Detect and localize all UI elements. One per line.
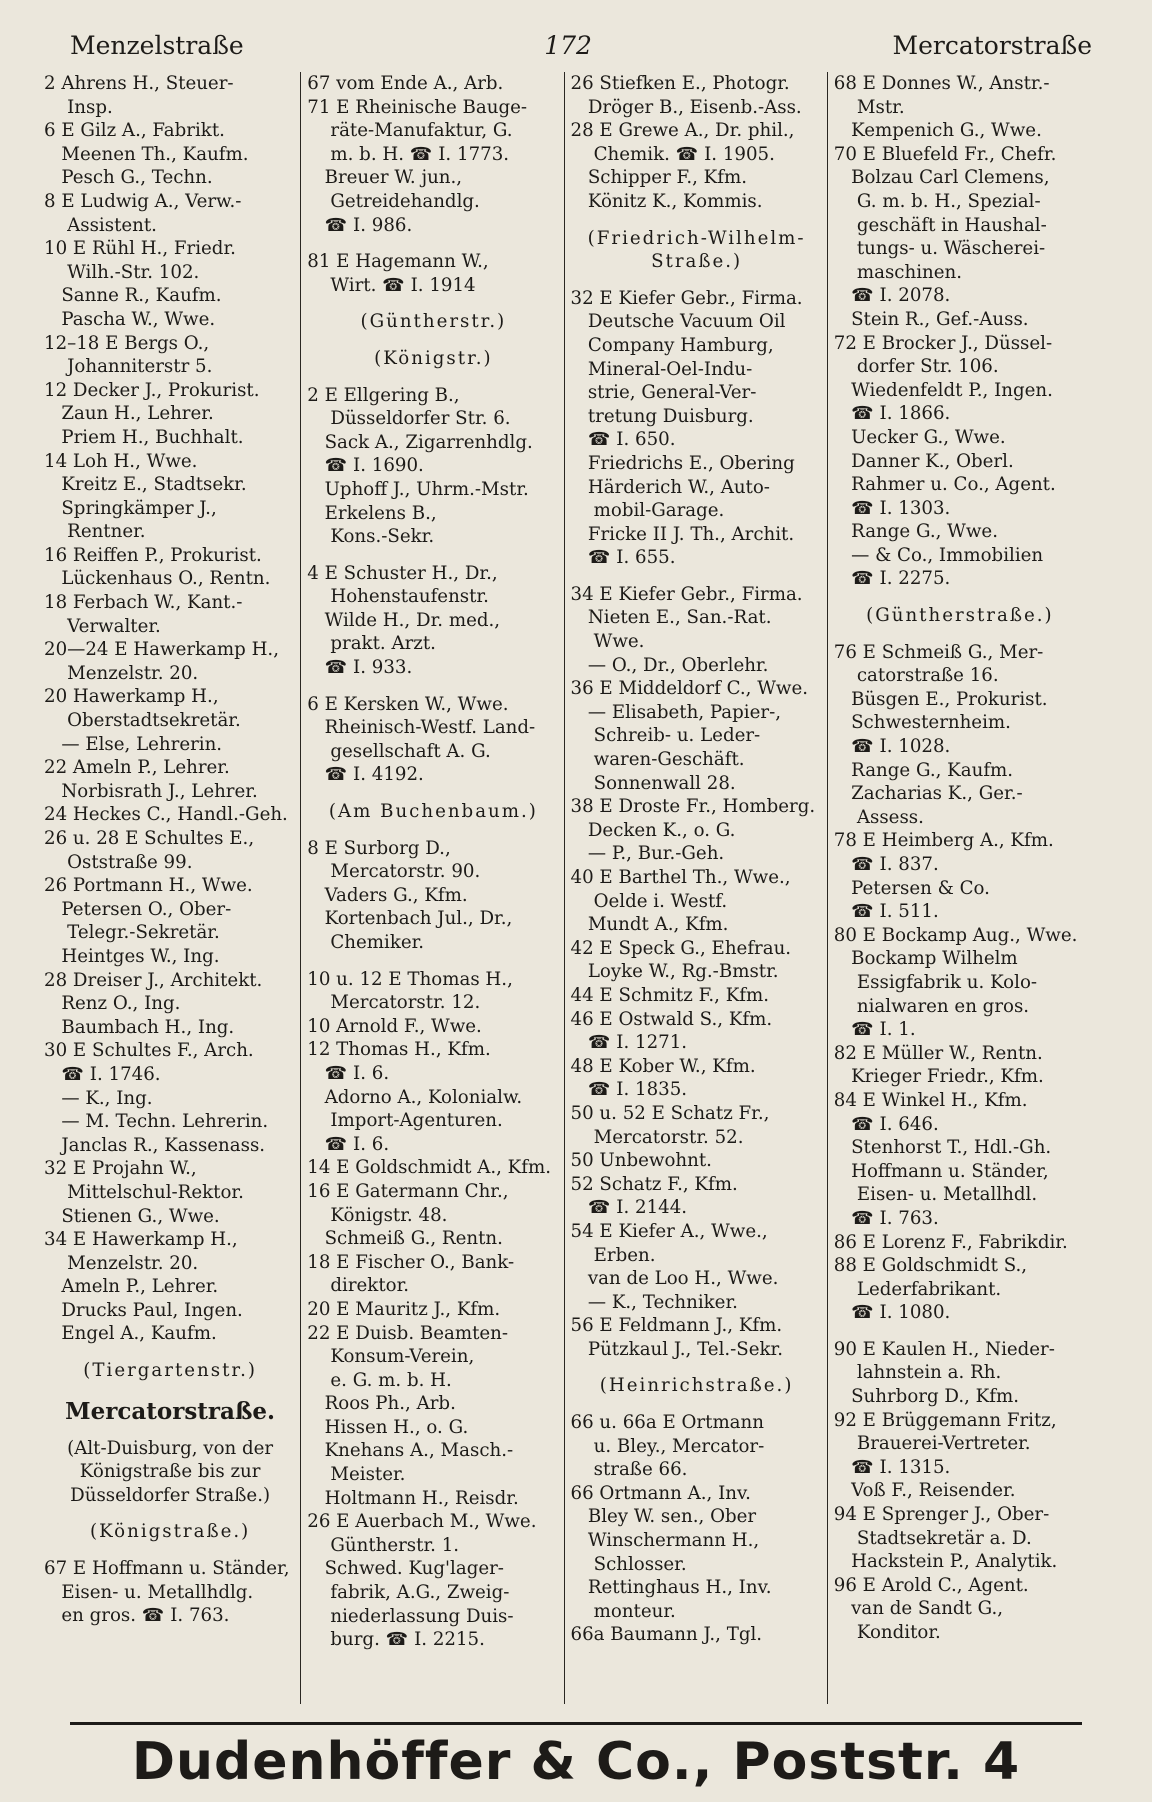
page-header <box>70 22 1092 68</box>
directory-entry: Breuer W. jun., <box>307 167 463 189</box>
column-2 <box>301 72 564 1704</box>
directory-entry: Mittelschul-Rektor. <box>44 1181 244 1203</box>
directory-entry: 26 Portmann H., Wwe. <box>44 875 253 897</box>
directory-entry: 22 E Duisb. Beamten- <box>307 1322 509 1344</box>
cross-street-label: 32 E Kiefer Gebr., Firma. <box>570 287 803 309</box>
directory-entry: Petersen O., Ober- <box>44 898 232 920</box>
directory-entry: 12 Decker J., Prokurist. <box>44 379 260 401</box>
directory-entry: Janclas R., Kassenass. <box>44 1134 266 1156</box>
directory-entry: Winschermann H., <box>570 1530 760 1552</box>
directory-entry: 28 E Grewe A., Dr. phil., <box>570 120 795 142</box>
directory-entry: Dröger B., Eisenb.-Ass. <box>570 96 802 118</box>
directory-entry: 84 E Winkel H., Kfm. <box>833 1089 1028 1111</box>
directory-entry: Mercatorstr. 12. <box>307 992 481 1014</box>
directory-entry: — P., Bur.-Geh. <box>570 843 725 865</box>
directory-entry: 50 u. 52 E Schatz Fr., <box>570 1102 770 1124</box>
directory-entry: waren-Geschäft. <box>570 749 745 771</box>
directory-entry: 54 E Kiefer A., Wwe., <box>570 1220 768 1242</box>
directory-entry: Oststraße 99. <box>44 851 193 873</box>
directory-entry: 52 Schatz F., Kfm. <box>570 1173 738 1195</box>
footer-divider <box>70 1722 1082 1725</box>
column-3 <box>565 72 828 1704</box>
directory-entry: u. Bley., Mercator- <box>570 1435 765 1457</box>
directory-entry: 2 Ahrens H., Steuer- <box>44 73 234 94</box>
directory-entry: Düsseldorfer Str. 6. <box>307 408 511 430</box>
directory-entry: Springkämper J., <box>44 497 217 519</box>
directory-entry: 88 E Goldschmidt S., <box>833 1255 1028 1277</box>
directory-entry: Eisen- u. Metallhdlg. <box>44 1581 254 1603</box>
directory-entry: Import-Agenturen. <box>307 1110 503 1132</box>
directory-entry: Danner K., Oberl. <box>833 450 1014 472</box>
directory-entry: ☎ I. 837. <box>833 854 939 875</box>
cross-street-label: 10 u. 12 E Thomas H., <box>307 968 513 990</box>
directory-entry: Drucks Paul, Ingen. <box>44 1299 243 1321</box>
cross-street-label: 81 E Hagemann W., <box>307 251 489 273</box>
directory-entry: van de Loo H., Wwe. <box>570 1268 779 1290</box>
directory-entry: Schwesternheim. <box>833 712 1011 734</box>
directory-entry: Mundt A., Kfm. <box>570 914 729 936</box>
directory-entry: Holtmann H., Reisdr. <box>307 1487 519 1509</box>
directory-entry: 44 E Schmitz F., Kfm. <box>570 984 770 1006</box>
directory-entry: ☎ I. 1746. <box>44 1063 161 1085</box>
directory-entry: Chemik. ☎ I. 1905. <box>570 143 775 165</box>
directory-entry: van de Sandt G., <box>833 1598 1004 1620</box>
directory-entry: ☎ I. 1835. <box>570 1079 688 1101</box>
directory-entry: 40 E Barthel Th., Wwe., <box>570 867 791 888</box>
directory-entry: Mstr. <box>833 96 905 118</box>
directory-columns <box>38 72 1090 1704</box>
directory-entry: ☎ I. 1315. <box>833 1456 951 1478</box>
directory-entry: 14 Loh H., Wwe. <box>44 450 198 472</box>
directory-entry: Könitz K., Kommis. <box>570 190 763 212</box>
directory-entry: 16 E Gatermann Chr., <box>307 1180 509 1202</box>
directory-entry: 66 Ortmann A., Inv. <box>570 1482 751 1504</box>
directory-entry: ☎ I. 1690. <box>307 455 424 477</box>
directory-entry: ☎ I. 6. <box>307 1133 390 1155</box>
directory-entry: ☎ I. 2078. <box>833 285 951 307</box>
directory-entry: maschinen. <box>833 261 962 283</box>
street-description: Königstraße bis zur <box>79 1461 261 1483</box>
cross-street-label: 8 E Surborg D., <box>307 837 451 859</box>
directory-entry: niederlassung Duis- <box>307 1605 514 1627</box>
cross-street-label: 34 E Kiefer Gebr., Firma. <box>570 583 803 605</box>
directory-entry: 12–18 E Bergs O., <box>44 332 210 354</box>
directory-entry: Wwe. <box>570 631 645 653</box>
directory-entry: 32 E Projahn W., <box>44 1158 197 1180</box>
directory-entry: Wiedenfeldt P., Ingen. <box>833 379 1053 401</box>
directory-entry: straße 66. <box>570 1459 688 1481</box>
directory-entry: ☎ I. 2144. <box>570 1197 688 1219</box>
directory-entry: strie, General-Ver- <box>570 382 757 404</box>
page-number: 172 <box>544 30 592 60</box>
directory-entry: 6 E Gilz A., Fabrikt. <box>44 120 225 142</box>
directory-entry: Suhrborg D., Kfm. <box>833 1386 1020 1408</box>
directory-entry: Konditor. <box>833 1622 941 1643</box>
directory-entry: Chemiker. <box>307 932 425 953</box>
directory-entry: Hissen H., o. G. <box>307 1416 469 1438</box>
directory-entry: Sonnenwall 28. <box>570 772 736 794</box>
directory-entry: 72 E Brocker J., Düssel- <box>833 332 1053 354</box>
directory-entry: 10 E Rühl H., Friedr. <box>44 238 236 260</box>
directory-entry: 70 E Bluefeld Fr., Chefr. <box>833 143 1057 165</box>
directory-entry: Johanniterstr 5. <box>44 356 213 378</box>
directory-entry: Rentner. <box>44 521 146 543</box>
directory-entry: 96 E Arold C., Agent. <box>833 1574 1029 1596</box>
directory-entry: Kons.-Sekr. <box>307 526 435 548</box>
directory-entry: Oberstadtsekretär. <box>44 710 241 732</box>
column-4 <box>828 72 1090 1704</box>
directory-entry: Bolzau Carl Clemens, <box>833 167 1050 189</box>
street-heading: Mercatorstraße. <box>65 1397 276 1425</box>
cross-street-label: (Friedrich-Wilhelm- <box>587 227 806 249</box>
directory-entry: Erkelens B., <box>307 502 437 524</box>
directory-entry: Lederfabrikant. <box>833 1278 1002 1300</box>
directory-entry: 20 E Mauritz J., Kfm. <box>307 1298 501 1320</box>
directory-entry: 48 E Kober W., Kfm. <box>570 1055 756 1077</box>
directory-entry: 80 E Bockamp Aug., Wwe. <box>833 924 1078 946</box>
directory-entry: 94 E Sprenger J., Ober- <box>833 1504 1050 1526</box>
directory-entry: Stein R., Gef.-Auss. <box>833 308 1029 330</box>
directory-entry: 26 u. 28 E Schultes E., <box>44 828 255 849</box>
directory-entry: Königstr. 48. <box>307 1204 448 1226</box>
directory-entry: Hoffmann u. Ständer, <box>833 1160 1049 1182</box>
directory-entry: Stenhorst T., Hdl.-Gh. <box>833 1137 1052 1159</box>
directory-entry: Brauerei-Vertreter. <box>833 1433 1031 1455</box>
directory-entry: 36 E Middeldorf C., Wwe. <box>570 678 809 700</box>
street-description: Düsseldorfer Straße.) <box>70 1484 271 1506</box>
directory-entry: Hackstein P., Analytik. <box>833 1551 1058 1573</box>
directory-entry: Nieten E., San.-Rat. <box>570 607 772 629</box>
cross-street-label: 2 E Ellgering B., <box>307 384 460 406</box>
directory-entry: — Elisabeth, Papier-, <box>570 701 781 723</box>
directory-entry: Büsgen E., Prokurist. <box>833 688 1048 710</box>
directory-entry: Loyke W., Rg.-Bmstr. <box>570 961 779 983</box>
directory-entry: — & Co., Immobilien <box>833 544 1044 566</box>
directory-entry: 26 Stiefken E., Photogr. <box>570 73 790 94</box>
directory-entry: Engel A., Kaufm. <box>44 1323 217 1345</box>
footer-advertisement: Dudenhöffer & Co., Poststr. 4 <box>131 1732 1021 1792</box>
directory-entry: Stadtsekretär a. D. <box>833 1527 1032 1549</box>
directory-entry: Getreidehandlg. <box>307 190 480 212</box>
cross-street-label: (Königstr.) <box>374 347 493 369</box>
directory-entry: — Else, Lehrerin. <box>44 733 223 755</box>
directory-entry: 46 E Ostwald S., Kfm. <box>570 1008 773 1030</box>
directory-entry: Rettinghaus H., Inv. <box>570 1577 772 1599</box>
cross-street-label: 90 E Kaulen H., Nieder- <box>833 1338 1055 1360</box>
directory-entry: fabrik, A.G., Zweig- <box>307 1582 510 1604</box>
directory-entry: lahnstein a. Rh. <box>833 1362 1002 1384</box>
directory-entry: ☎ I. 1028. <box>833 736 951 758</box>
directory-entry: ☎ I. 933. <box>307 657 413 679</box>
directory-entry: Baumbach H., Ing. <box>44 1016 235 1038</box>
directory-entry: Fricke II J. Th., Archit. <box>570 523 795 545</box>
directory-entry: 78 E Heimberg A., Kfm. <box>833 830 1054 852</box>
directory-entry: 26 E Auerbach M., Wwe. <box>307 1511 537 1533</box>
directory-entry: ☎ I. 763. <box>833 1207 939 1229</box>
directory-entry: burg. ☎ I. 2215. <box>307 1629 485 1651</box>
header-left-street: Menzelstraße <box>70 30 244 60</box>
directory-entry: ☎ I. 1866. <box>833 403 951 425</box>
directory-entry: e. G. m. b. H. <box>307 1369 452 1391</box>
directory-entry: Oelde i. Westf. <box>570 890 728 912</box>
directory-entry: Schlosser. <box>570 1553 687 1575</box>
directory-entry: 38 E Droste Fr., Homberg. <box>570 796 816 818</box>
directory-entry: dorfer Str. 106. <box>833 356 999 378</box>
directory-entry: Schwed. Kug'lager- <box>307 1558 504 1580</box>
directory-entry: direktor. <box>307 1275 410 1297</box>
cross-street-label: 67 E Hoffmann u. Ständer, <box>44 1558 290 1580</box>
directory-entry: Mercatorstr. 52. <box>570 1126 744 1148</box>
directory-entry: Essigfabrik u. Kolo- <box>833 971 1038 993</box>
directory-entry: Telegr.-Sekretär. <box>44 922 220 944</box>
directory-entry: ☎ I. 1271. <box>570 1032 688 1054</box>
directory-entry: Knehans A., Masch.- <box>307 1440 514 1462</box>
directory-entry: Mercatorstr. 90. <box>307 861 481 883</box>
directory-entry: Norbisrath J., Lehrer. <box>44 780 258 802</box>
directory-entry: Pützkaul J., Tel.-Sekr. <box>570 1338 784 1360</box>
directory-entry: Sack A., Zigarrenhdlg. <box>307 431 533 453</box>
directory-entry: G. m. b. H., Spezial- <box>833 190 1041 212</box>
directory-entry: Menzelstr. 20. <box>44 662 199 684</box>
directory-entry: gesellschaft A. G. <box>307 740 491 762</box>
directory-entry: Renz O., Ing. <box>44 993 181 1015</box>
directory-entry: 18 Ferbach W., Kant.- <box>44 592 243 614</box>
directory-entry: — M. Techn. Lehrerin. <box>44 1111 269 1133</box>
directory-entry: Friedrichs E., Obering <box>570 452 795 474</box>
directory-entry: Lückenhaus O., Rentn. <box>44 568 271 590</box>
directory-entry: ☎ I. 650. <box>570 429 676 451</box>
directory-entry: en gros. ☎ I. 763. <box>44 1605 230 1627</box>
directory-entry: Company Hamburg, <box>570 334 774 356</box>
directory-entry: Range G., Kaufm. <box>833 759 1014 781</box>
directory-entry: — K., Techniker. <box>570 1291 738 1313</box>
directory-entry: Deutsche Vacuum Oil <box>570 311 786 333</box>
directory-entry: 82 E Müller W., Rentn. <box>833 1042 1043 1064</box>
cross-street-label: 6 E Kersken W., Wwe. <box>307 693 509 715</box>
directory-entry: Schreib- u. Leder- <box>570 725 761 747</box>
cross-street-label: 4 E Schuster H., Dr., <box>307 562 498 584</box>
directory-entry: 68 E Donnes W., Anstr.- <box>833 73 1050 94</box>
directory-entry: 14 E Goldschmidt A., Kfm. <box>307 1157 552 1179</box>
directory-entry: 66a Baumann J., Tgl. <box>570 1624 763 1646</box>
directory-entry: ☎ I. 2275. <box>833 568 951 590</box>
directory-entry: nialwaren en gros. <box>833 995 1030 1017</box>
directory-entry: — K., Ing. <box>44 1087 153 1109</box>
cross-street-label: (Güntherstraße.) <box>866 605 1054 627</box>
directory-entry: Roos Ph., Arb. <box>307 1393 456 1415</box>
directory-entry: mobil-Garage. <box>570 500 725 522</box>
column-1 <box>38 72 301 1704</box>
directory-entry: 28 Dreiser J., Architekt. <box>44 969 263 991</box>
directory-entry: ☎ I. 511. <box>833 901 939 923</box>
directory-entry: Assistent. <box>44 214 157 236</box>
directory-entry: Güntherstr. 1. <box>307 1534 460 1556</box>
directory-entry: Schmeiß G., Rentn. <box>307 1228 503 1250</box>
directory-entry: Pesch G., Techn. <box>44 167 213 189</box>
cross-street-label: (Tiergartenstr.) <box>83 1360 257 1382</box>
directory-entry: räte-Manufaktur, G. <box>307 120 513 142</box>
directory-entry: Heintges W., Ing. <box>44 945 220 967</box>
directory-entry: Vaders G., Kfm. <box>307 884 468 906</box>
directory-entry: 16 Reiffen P., Prokurist. <box>44 544 262 566</box>
directory-entry: 22 Ameln P., Lehrer. <box>44 757 230 779</box>
directory-entry: m. b. H. ☎ I. 1773. <box>307 143 510 165</box>
cross-street-label: Straße.) <box>651 251 743 273</box>
directory-entry: ☎ I. 986. <box>307 214 413 236</box>
directory-entry: 71 E Rheinische Bauge- <box>307 96 528 118</box>
directory-entry: 10 Arnold F., Wwe. <box>307 1015 482 1037</box>
directory-entry: ☎ I. 1080. <box>833 1302 951 1324</box>
directory-entry: Erben. <box>570 1244 656 1266</box>
directory-entry: 56 E Feldmann J., Kfm. <box>570 1315 783 1337</box>
directory-entry: ☎ I. 1. <box>833 1019 916 1041</box>
directory-entry: Insp. <box>44 96 113 118</box>
directory-entry: 67 vom Ende A., Arb. <box>307 73 504 94</box>
directory-entry: Wilde H., Dr. med., <box>307 609 501 631</box>
directory-entry: Rahmer u. Co., Agent. <box>833 474 1056 496</box>
directory-entry: tungs- u. Wäscherei- <box>833 238 1046 260</box>
directory-entry: tretung Duisburg. <box>570 405 754 427</box>
directory-entry: prakt. Arzt. <box>307 633 436 655</box>
directory-entry: ☎ I. 1303. <box>833 497 951 519</box>
directory-entry: Meenen Th., Kaufm. <box>44 143 249 165</box>
directory-entry: Decken K., o. G. <box>570 819 736 841</box>
directory-entry: Hohenstaufenstr. <box>307 586 489 608</box>
cross-street-label: (Königstraße.) <box>89 1521 251 1543</box>
directory-entry: 50 Unbewohnt. <box>570 1150 712 1172</box>
directory-entry: Rheinisch-Westf. Land- <box>307 717 536 739</box>
directory-entry: Kreitz E., Stadtsekr. <box>44 474 247 496</box>
cross-street-label: 66 u. 66a E Ortmann <box>570 1412 764 1434</box>
street-description: (Alt-Duisburg, von der <box>67 1437 274 1459</box>
directory-entry: Priem H., Buchhalt. <box>44 426 244 448</box>
directory-entry: Mineral-Oel-Indu- <box>570 358 753 380</box>
directory-entry: Kortenbach Jul., Dr., <box>307 908 513 930</box>
directory-entry: 18 E Fischer O., Bank- <box>307 1251 515 1273</box>
directory-entry: ☎ I. 4192. <box>307 764 424 786</box>
directory-entry: 8 E Ludwig A., Verw.- <box>44 190 242 212</box>
directory-entry: 30 E Schultes F., Arch. <box>44 1040 254 1062</box>
directory-entry: 20—24 E Hawerkamp H., <box>44 639 279 661</box>
cross-street-label: 76 E Schmeiß G., Mer- <box>833 641 1044 663</box>
directory-entry: Petersen & Co. <box>833 877 990 899</box>
directory-entry: geschäft in Haushal- <box>833 214 1047 236</box>
directory-entry: Ameln P., Lehrer. <box>44 1276 219 1298</box>
cross-street-label: (Heinrichstraße.) <box>599 1375 794 1397</box>
directory-entry: Uecker G., Wwe. <box>833 426 1006 448</box>
cross-street-label: (Am Buchenbaum.) <box>328 801 538 823</box>
directory-entry: Pascha W., Wwe. <box>44 308 216 330</box>
directory-entry: Härderich W., Auto- <box>570 476 770 498</box>
directory-entry: Bley W. sen., Ober <box>570 1506 757 1528</box>
directory-entry: monteur. <box>570 1600 676 1622</box>
directory-entry: ☎ I. 6. <box>307 1062 390 1084</box>
directory-entry: Bockamp Wilhelm <box>833 948 1018 970</box>
directory-entry: Wilh.-Str. 102. <box>44 261 200 283</box>
directory-entry: Stienen G., Wwe. <box>44 1205 220 1227</box>
directory-entry: Krieger Friedr., Kfm. <box>833 1066 1044 1088</box>
directory-entry: ☎ I. 655. <box>570 547 676 569</box>
directory-entry: ☎ I. 646. <box>833 1113 939 1135</box>
directory-entry: 12 Thomas H., Kfm. <box>307 1039 491 1061</box>
directory-entry: Zacharias K., Ger.- <box>833 783 1023 805</box>
directory-entry: Uphoff J., Uhrm.-Mstr. <box>307 478 529 500</box>
directory-entry: Adorno A., Kolonialw. <box>307 1086 523 1108</box>
directory-entry: Range G., Wwe. <box>833 521 998 543</box>
directory-entry: Zaun H., Lehrer. <box>44 403 214 425</box>
directory-entry: Verwalter. <box>44 615 161 637</box>
directory-entry: Sanne R., Kaufm. <box>44 285 222 307</box>
directory-entry: Assess. <box>833 806 924 828</box>
cross-street-label: (Güntherstr.) <box>360 311 507 333</box>
directory-entry: Schipper F., Kfm. <box>570 167 748 189</box>
directory-entry: 92 E Brüggemann Fritz, <box>833 1409 1057 1431</box>
directory-entry: 34 E Hawerkamp H., <box>44 1229 238 1251</box>
directory-entry: Kempenich G., Wwe. <box>833 120 1042 142</box>
directory-entry: 24 Heckes C., Handl.-Geh. <box>44 804 288 826</box>
directory-entry: Voß F., Reisender. <box>833 1480 1016 1502</box>
directory-entry: Eisen- u. Metallhdl. <box>833 1184 1038 1206</box>
directory-entry: Wirt. ☎ I. 1914 <box>307 274 476 296</box>
directory-entry: catorstraße 16. <box>833 665 999 687</box>
header-right-street: Mercatorstraße <box>892 30 1092 60</box>
directory-entry: 20 Hawerkamp H., <box>44 686 219 708</box>
directory-entry: Menzelstr. 20. <box>44 1252 199 1274</box>
directory-entry: Meister. <box>307 1464 406 1486</box>
directory-entry: Konsum-Verein, <box>307 1346 475 1368</box>
directory-entry: 86 E Lorenz F., Fabrikdir. <box>833 1231 1068 1253</box>
directory-entry: 42 E Speck G., Ehefrau. <box>570 937 792 959</box>
directory-entry: — O., Dr., Oberlehr. <box>570 654 769 676</box>
